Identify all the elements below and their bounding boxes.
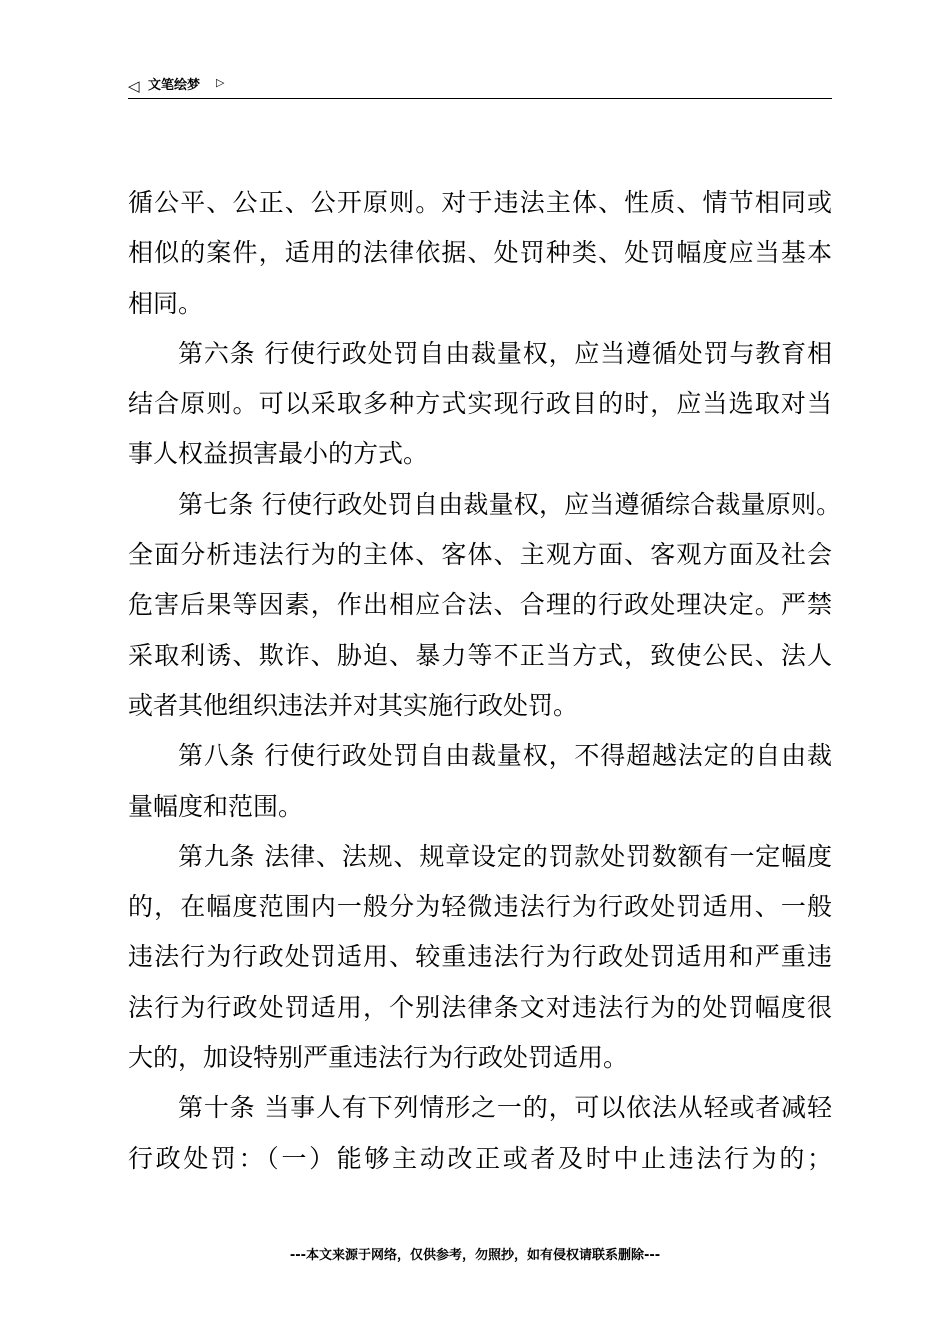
left-triangle-icon: ◁	[128, 77, 140, 95]
text-line: 事人权益损害最小的方式。	[128, 439, 429, 469]
text-line: 大的，加设特别严重违法行为行政处罚适用。	[128, 1043, 629, 1073]
text-line: 的，在幅度范围内一般分为轻微违法行为行政处罚适用、一般	[128, 892, 832, 922]
text-line: 采取利诱、欺诈、胁迫、暴力等不正当方式，致使公民、法人	[128, 640, 832, 670]
text-line: 法行为行政处罚适用，个别法律条文对违法行为的处罚幅度很	[128, 992, 832, 1022]
text-line: 全面分析违法行为的主体、客体、主观方面、客观方面及社会	[128, 540, 832, 570]
article-8-first-line: 第八条 行使行政处罚自由裁量权，不得超越法定的自由裁	[178, 741, 832, 771]
header-title: 文笔绘梦	[148, 78, 201, 93]
text-line: 违法行为行政处罚适用、较重违法行为行政处罚适用和严重违	[128, 942, 832, 972]
document-body	[128, 178, 842, 1184]
page-footer-disclaimer: ---本文来源于网络，仅供参考，勿照抄，如有侵权请联系删除---	[289, 1248, 661, 1263]
article-7-first-line: 第七条 行使行政处罚自由裁量权，应当遵循综合裁量原则。	[178, 489, 842, 519]
article-9-first-line: 第九条 法律、法规、规章设定的罚款处罚数额有一定幅度	[178, 841, 832, 871]
text-line: 量幅度和范围。	[128, 791, 304, 821]
text-line: 相同。	[128, 288, 204, 318]
text-line: 或者其他组织违法并对其实施行政处罚。	[128, 690, 579, 720]
text-line: 相似的案件，适用的法律依据、处罚种类、处罚幅度应当基本	[128, 238, 832, 268]
text-line: 结合原则。可以采取多种方式实现行政目的时，应当选取对当	[128, 389, 832, 419]
text-line: 危害后果等因素，作出相应合法、合理的行政处理决定。严禁	[128, 590, 832, 620]
page-header	[128, 76, 832, 99]
text-line: 循公平、公正、公开原则。对于违法主体、性质、情节相同或	[128, 188, 832, 217]
article-10-first-line: 第十条 当事人有下列情形之一的，可以依法从轻或者减轻	[178, 1093, 832, 1123]
article-6-first-line: 第六条 行使行政处罚自由裁量权，应当遵循处罚与教育相	[178, 338, 832, 368]
right-triangle-icon: ▷	[216, 76, 225, 89]
text-line: 行政处罚：（一）能够主动改正或者及时中止违法行为的；	[128, 1143, 832, 1173]
